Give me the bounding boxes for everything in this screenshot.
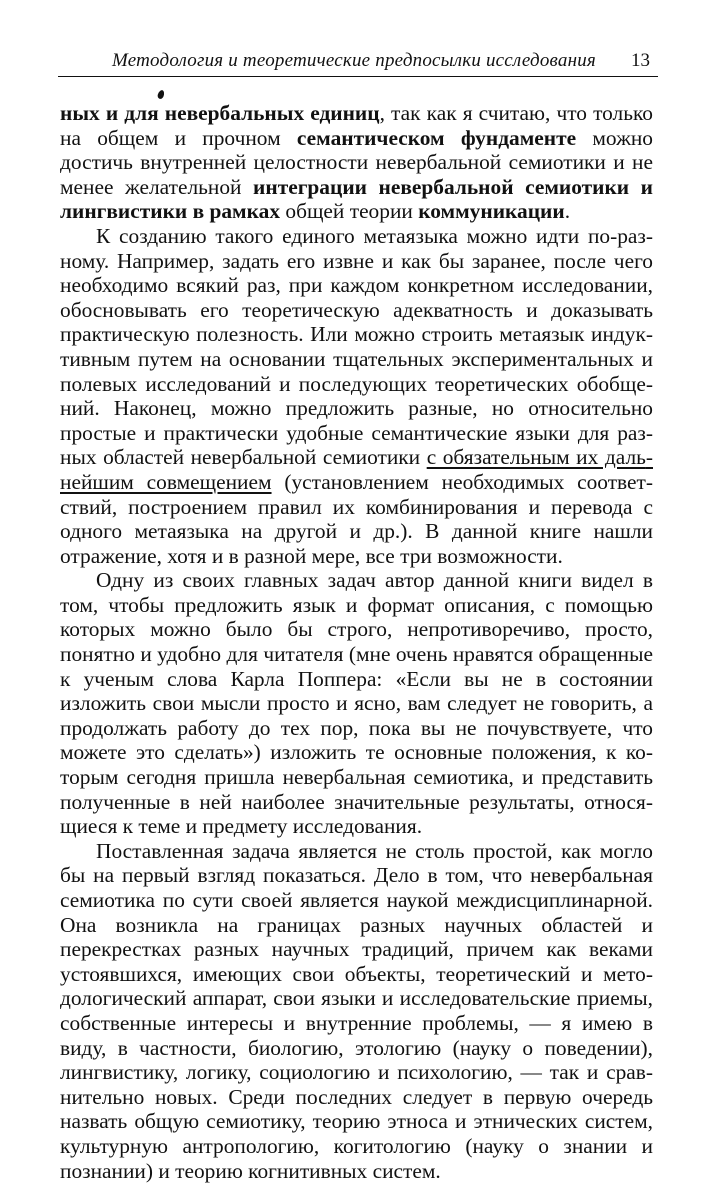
stray-ink-mark <box>157 89 166 100</box>
text-run: ных и для невербальных единиц <box>60 101 380 125</box>
body-text <box>60 101 653 1183</box>
text-run: (установлением необходимых соответствий, построением правил их комбинирования и перевода с одного метаязыка на другой и др.). В данной книге нашли отражение, хотя и в разной мере, все три возможности. <box>60 469 653 568</box>
paragraph-3 <box>60 568 653 839</box>
paragraph-1 <box>60 101 653 224</box>
text-run: коммуникации <box>418 199 565 224</box>
paragraph-4 <box>60 839 653 1183</box>
text-run: Одну из своих главных задач автор данной книги видел в том, чтобы предложить язык и формат описания, с помощью которых можно было бы строго, непротиворечиво, просто, понятно и удобно для читателя (мне очень нравятся обращенные к ученым слова Карла Поппера: «Если вы не в состоянии изложить свои мысли просто и ясно, вам следует не говорить, а продолжать работу до тех пор, пока вы не почувствуете, что можете это сделать») изложить те основные положения, к которым сегодня пришла невербальная семиотика, и представить полученные в ней наиболее значительные результаты, относящиеся к теме и предмету исследования. <box>60 568 653 839</box>
running-header <box>58 50 658 77</box>
text-run: Поставленная задача является не столь простой, как могло бы на первый взгляд показаться. Дело в том, что невербальная семиотика по сути своей является наукой междисциплинарной. Она возникла на границах разных научных областей и перекрестках разных научных традиций, причем как веками устоявшихся, имеющих свои объекты, теоретический и методологический аппарат, свои языки и исследовательские приемы, собственные интересы и внутренние проблемы, — я имею в виду, в частности, биологию, этологию (науку о поведении), лингвистику, логику, социологию и психологию, — так и сравнительно новых. Среди последних следует в первую очередь назвать общую семиотику, теорию этноса и этнических систем, культурную антропологию, когитологию (науку о знании и познании) и теорию когнитивных систем. <box>60 838 653 1183</box>
text-run: К созданию такого единого метаязыка можно идти по-разному. Например, задать его извне и как бы заранее, после чего необходимо всякий раз, при каждом конкретном исследовании, обосновывать его теоретическую адекватность и доказывать практическую полезность. Или можно строить метаязык индуктивным путем на основании тщательных экспериментальных и полевых исследований и последующих теоретических обобщений. Наконец, можно предложить разные, но относительно простые и практически удобные семантические языки для разных областей невербальной семиотики <box>60 223 653 470</box>
running-header-title: Методология и теоретические предпосылки исследования <box>112 50 596 71</box>
text-run: можно достичь внутренней целостности невербальной семиотики и не менее желательной <box>60 125 654 199</box>
text-run: . <box>564 199 571 224</box>
paragraph-2 <box>60 224 653 568</box>
text-run: семантическом фундаменте <box>296 125 577 150</box>
underlined-text-run: с обязательным их дальнейшим совмещением <box>60 445 653 494</box>
page-number: 13 <box>631 50 650 71</box>
text-run: интеграции невербальной семиотики и лингвистики в рамках <box>60 174 653 224</box>
text-run: , так как я считаю, что только на общем и прочном <box>60 101 653 150</box>
text-run: общей теории <box>280 199 419 224</box>
